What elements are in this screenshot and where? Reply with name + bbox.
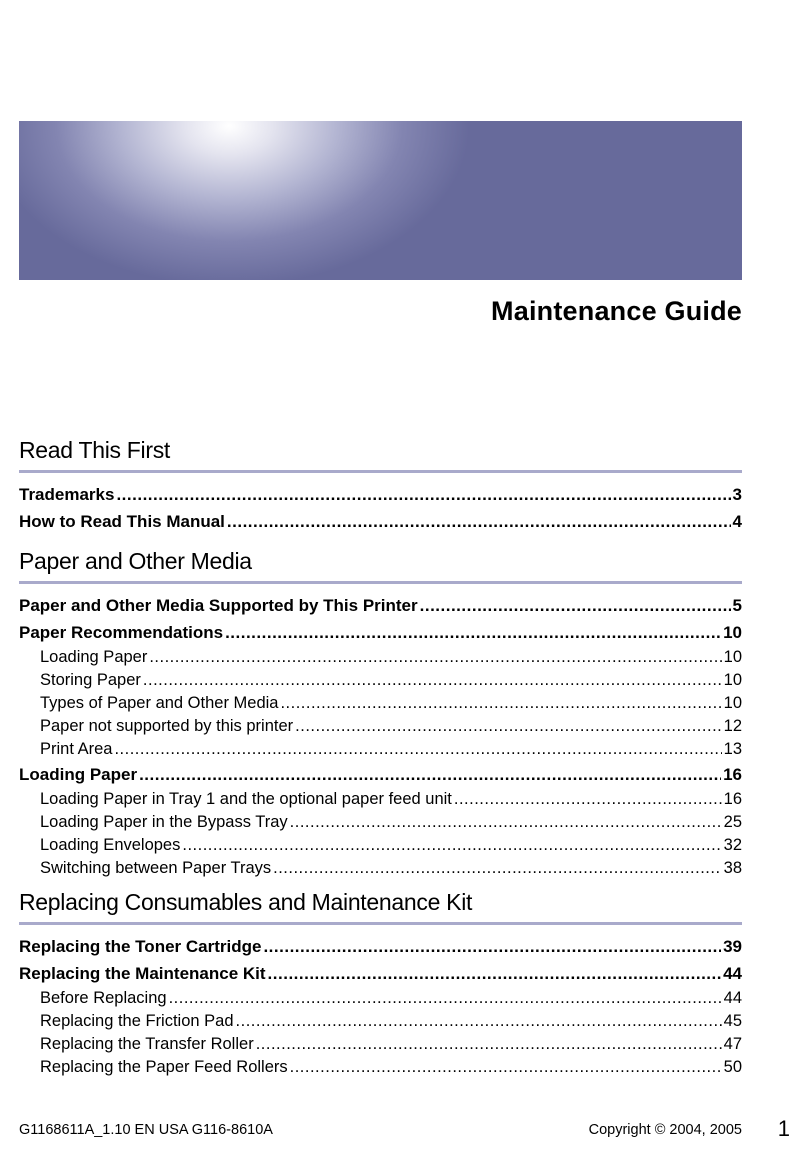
toc-list: [19, 933, 742, 1079]
toc-entry-page: 25: [723, 813, 742, 831]
dot-leader: [290, 811, 722, 834]
toc-entry[interactable]: [19, 738, 742, 761]
toc-entry-page: 16: [723, 765, 742, 784]
section-heading: Replacing Consumables and Maintenance Kit: [19, 889, 742, 925]
section-replacing-consumables: [19, 889, 742, 1079]
toc-entry-page: 10: [723, 671, 742, 689]
toc-entry-title: Paper and Other Media Supported by This Printer: [19, 596, 418, 615]
toc-entry[interactable]: [19, 692, 742, 715]
section-paper-and-other-media: [19, 548, 742, 880]
dot-leader: [114, 738, 721, 761]
dot-leader: [273, 857, 722, 880]
dot-leader: [263, 933, 721, 960]
toc-entry[interactable]: [19, 857, 742, 880]
toc-entry-page: 13: [723, 740, 742, 758]
toc-entry[interactable]: [19, 592, 742, 619]
toc-entry-title: How to Read This Manual: [19, 512, 225, 531]
dot-leader: [116, 481, 730, 508]
toc-entry[interactable]: [19, 761, 742, 788]
document-code: G1168611A_1.10 EN USA G116-8610A: [19, 1122, 273, 1138]
toc-entry[interactable]: [19, 669, 742, 692]
dot-leader: [143, 669, 722, 692]
toc-entry-page: 39: [723, 937, 742, 956]
dot-leader: [227, 508, 731, 535]
toc-list: [19, 592, 742, 880]
toc-entry[interactable]: [19, 834, 742, 857]
dot-leader: [290, 1056, 722, 1079]
section-read-this-first: [19, 437, 742, 535]
toc-entry-title: Loading Paper in Tray 1 and the optional paper feed unit: [40, 790, 452, 808]
dot-leader: [268, 960, 722, 987]
toc-entry-title: Switching between Paper Trays: [40, 859, 272, 877]
toc-entry[interactable]: [19, 481, 742, 508]
toc-entry[interactable]: [19, 646, 742, 669]
dot-leader: [420, 592, 731, 619]
toc-entry-title: Replacing the Toner Cartridge: [19, 937, 262, 956]
copyright-notice: Copyright © 2004, 2005: [588, 1122, 742, 1138]
toc-entry-title: Storing Paper: [40, 671, 141, 689]
toc-entry-page: 50: [723, 1058, 742, 1076]
toc-entry-page: 44: [723, 964, 742, 983]
page-number: 1: [777, 1116, 790, 1141]
section-heading: Read This First: [19, 437, 742, 473]
header-banner: [19, 121, 742, 280]
toc-entry-page: 10: [723, 648, 742, 666]
toc-entry[interactable]: [19, 811, 742, 834]
toc-entry[interactable]: [19, 1033, 742, 1056]
toc-entry-page: 47: [723, 1035, 742, 1053]
toc-entry[interactable]: [19, 1056, 742, 1079]
dot-leader: [182, 834, 721, 857]
toc-entry-title: Replacing the Transfer Roller: [40, 1035, 254, 1053]
toc-entry-page: 5: [732, 596, 742, 615]
toc-entry-title: Loading Paper: [19, 765, 138, 784]
toc-entry-page: 4: [732, 512, 742, 531]
dot-leader: [256, 1033, 722, 1056]
toc-entry-page: 10: [723, 623, 742, 642]
toc-entry-title: Loading Paper: [40, 648, 148, 666]
dot-leader: [295, 715, 721, 738]
toc-entry-title: Before Replacing: [40, 989, 167, 1007]
toc-entry-page: 16: [723, 790, 742, 808]
toc-entry-title: Trademarks: [19, 485, 115, 504]
toc-entry[interactable]: [19, 508, 742, 535]
dot-leader: [169, 987, 722, 1010]
toc-entry-page: 38: [723, 859, 742, 877]
toc-list: [19, 481, 742, 535]
toc-entry-title: Print Area: [40, 740, 113, 758]
toc-entry-title: Paper not supported by this printer: [40, 717, 294, 735]
toc-entry[interactable]: [19, 933, 742, 960]
dot-leader: [236, 1010, 722, 1033]
section-heading: Paper and Other Media: [19, 548, 742, 584]
toc-entry-page: 32: [723, 836, 742, 854]
dot-leader: [139, 761, 721, 788]
toc-entry-title: Replacing the Maintenance Kit: [19, 964, 266, 983]
toc-entry[interactable]: [19, 987, 742, 1010]
dot-leader: [454, 788, 722, 811]
dot-leader: [149, 646, 721, 669]
toc-entry[interactable]: [19, 788, 742, 811]
toc-entry[interactable]: [19, 715, 742, 738]
toc-entry[interactable]: [19, 619, 742, 646]
toc-entry-page: 12: [723, 717, 742, 735]
toc-entry-title: Replacing the Friction Pad: [40, 1012, 234, 1030]
toc-entry-title: Loading Envelopes: [40, 836, 181, 854]
toc-entry-title: Paper Recommendations: [19, 623, 224, 642]
toc-entry[interactable]: [19, 960, 742, 987]
toc-entry-page: 10: [723, 694, 742, 712]
toc-entry-title: Types of Paper and Other Media: [40, 694, 279, 712]
toc-entry-title: Loading Paper in the Bypass Tray: [40, 813, 288, 831]
toc-entry-page: 3: [732, 485, 742, 504]
toc-entry-page: 45: [723, 1012, 742, 1030]
document-title: Maintenance Guide: [491, 296, 742, 326]
toc-entry-title: Replacing the Paper Feed Rollers: [40, 1058, 288, 1076]
dot-leader: [280, 692, 721, 715]
dot-leader: [225, 619, 721, 646]
toc-entry[interactable]: [19, 1010, 742, 1033]
toc-entry-page: 44: [723, 989, 742, 1007]
